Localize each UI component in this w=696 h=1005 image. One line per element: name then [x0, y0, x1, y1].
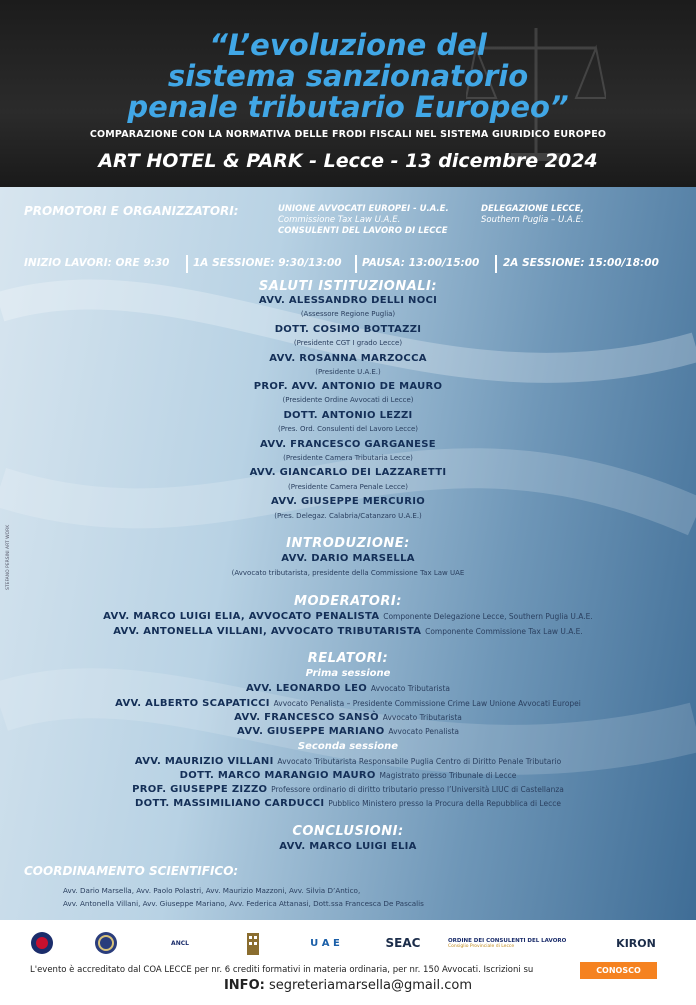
- relatore-desc: Pubblico Ministero presso la Procura della Repubblica di Lecce: [328, 799, 561, 808]
- moderatore-name: AVV. MARCO LUIGI ELIA, AVVOCATO PENALISTA: [103, 611, 380, 622]
- info-line: [0, 978, 696, 993]
- organizers-label: PROMOTORI E ORGANIZZATORI:: [24, 204, 239, 218]
- relatore-entry: [0, 798, 696, 809]
- divider: [186, 255, 188, 273]
- title-line-2: sistema sanzionatorio: [167, 59, 529, 93]
- schedule-bar: [0, 257, 696, 273]
- relatore-entry: [0, 784, 696, 795]
- ancl-logo-icon: ANCL: [171, 939, 189, 947]
- saluti-name: AVV. ALESSANDRO DELLI NOCI: [258, 295, 438, 306]
- saluti-role: (Assessore Regione Puglia): [300, 310, 396, 318]
- organizer-tax-law: Commissione Tax Law U.A.E.: [278, 215, 401, 225]
- relatore-name: DOTT. MARCO MARANGIO MAURO: [179, 770, 376, 781]
- program-body: [0, 187, 696, 920]
- accreditation-text: L'evento è accreditato dal COA LECCE per nr. 6 crediti formativi in materia ordinaria, per nr. 150 Avvocati. Iscrizioni su: [30, 965, 534, 975]
- schedule-pause: PAUSA: 13:00/15:00: [362, 257, 480, 269]
- schedule-start: INIZIO LAVORI: ORE 9:30: [24, 257, 170, 269]
- conclusioni-heading: CONCLUSIONI:: [292, 824, 404, 839]
- organizer-uae: UNIONE AVVOCATI EUROPEI - U.A.E.: [278, 204, 449, 214]
- title-line-1: “L’evoluzione del: [209, 28, 487, 62]
- info-email[interactable]: segreteriamarsella@gmail.com: [268, 978, 473, 993]
- moderatore-entry: [0, 626, 696, 637]
- relatore-entry: [0, 726, 696, 737]
- prima-sessione-label: Prima sessione: [305, 668, 391, 679]
- seconda-sessione-label: Seconda sessione: [297, 741, 399, 752]
- organizer-consulenti: CONSULENTI DEL LAVORO DI LECCE: [278, 226, 448, 236]
- saluti-role: (Presidente Camera Penale Lecce): [288, 483, 408, 491]
- venue-date: ART HOTEL & PARK - Lecce - 13 dicembre 2024: [98, 150, 598, 172]
- relatore-desc: Avvocato Tributarista: [382, 713, 462, 722]
- saluti-role: (Pres. Ord. Consulenti del Lavoro Lecce): [278, 425, 418, 433]
- relatore-desc: Avvocato Tributarista: [370, 684, 451, 693]
- relatore-name: DOTT. MASSIMILIANO CARDUCCI: [135, 798, 325, 809]
- divider: [355, 255, 357, 273]
- saluti-role: (Presidente U.A.E.): [315, 368, 381, 376]
- saluti-name: DOTT. COSIMO BOTTAZZI: [274, 324, 422, 335]
- seac-logo-icon: SEAC: [385, 936, 421, 950]
- ordine-logo-subtext: Consiglio Provinciale di Lecce: [448, 943, 515, 949]
- organizer-southern-puglia: Southern Puglia – U.A.E.: [481, 215, 584, 225]
- relatore-name: AVV. FRANCESCO SANSÒ: [234, 712, 379, 723]
- building-logo-icon: [243, 930, 263, 956]
- artwork-credit: STEFANO PERSINI ART WORK: [6, 524, 11, 590]
- conclusioni-name: AVV. MARCO LUIGI ELIA: [279, 841, 417, 852]
- saluti-role: (Pres. Delegaz. Calabria/Catanzaro U.A.E.): [274, 512, 422, 520]
- relatore-name: AVV. GIUSEPPE MARIANO: [236, 726, 385, 737]
- relatore-entry: [0, 712, 696, 723]
- saluti-name: AVV. GIUSEPPE MERCURIO: [270, 496, 426, 507]
- introduzione-name: AVV. DARIO MARSELLA: [281, 553, 415, 564]
- saluti-role: (Presidente Camera Tributaria Lecce): [283, 454, 413, 462]
- title-line-3: penale tributario Europeo”: [127, 90, 569, 124]
- header-banner: [0, 0, 696, 187]
- moderatore-name: AVV. ANTONELLA VILLANI, AVVOCATO TRIBUTARISTA: [113, 626, 422, 637]
- schedule-session-1: 1A SESSIONE: 9:30/13:00: [193, 257, 342, 269]
- seal-logo-1-icon: [28, 930, 56, 956]
- conosco-logo[interactable]: CONOSCO: [580, 962, 657, 979]
- info-label: INFO:: [223, 978, 265, 993]
- relatore-desc: Avvocato Penalista – Presidente Commissione Crime Law Unione Avvocati Europei: [273, 699, 581, 708]
- relatore-desc: Magistrato presso Tribunale di Lecce: [379, 771, 517, 780]
- ordine-logo-icon: [448, 930, 578, 956]
- relatore-desc: Professore ordinario di diritto tributario presso l’Università LIUC di Castellanza: [271, 785, 564, 794]
- relatore-entry: [0, 683, 696, 694]
- organizers-col-1: [278, 204, 449, 237]
- relatore-name: AVV. LEONARDO LEO: [245, 683, 368, 694]
- relatore-name: AVV. MAURIZIO VILLANI: [134, 756, 274, 767]
- seal-logo-2-icon: [92, 930, 120, 956]
- saluti-role: (Presidente CGT I grado Lecce): [293, 339, 403, 347]
- relatore-entry: [0, 698, 696, 709]
- moderatore-desc: Componente Delegazione Lecce, Southern Puglia U.A.E.: [383, 612, 593, 621]
- ordine-logo-text: ORDINE DEI CONSULENTI DEL LAVORO: [448, 937, 567, 944]
- relatore-entry: [0, 756, 696, 767]
- divider: [495, 255, 497, 273]
- moderatore-entry: [0, 611, 696, 622]
- moderatori-heading: MODERATORI:: [294, 594, 402, 609]
- saluti-name: AVV. ROSANNA MARZOCCA: [269, 353, 427, 364]
- relatore-name: PROF. GIUSEPPE ZIZZO: [132, 784, 268, 795]
- saluti-role: (Presidente Ordine Avvocati di Lecce): [282, 396, 414, 404]
- saluti-heading: SALUTI ISTITUZIONALI:: [258, 279, 438, 294]
- schedule-session-2: 2A SESSIONE: 15:00/18:00: [503, 257, 659, 269]
- saluti-name: PROF. AVV. ANTONIO DE MAURO: [253, 381, 443, 392]
- coordinamento-line-1: Avv. Dario Marsella, Avv. Paolo Polastri, Avv. Maurizio Mazzoni, Avv. Silvia D’Antico,: [63, 886, 361, 895]
- saluti-name: AVV. FRANCESCO GARGANESE: [260, 439, 436, 450]
- saluti-name: AVV. GIANCARLO DEI LAZZARETTI: [249, 467, 447, 478]
- relatore-name: AVV. ALBERTO SCAPATICCI: [115, 698, 270, 709]
- introduzione-heading: INTRODUZIONE:: [286, 536, 410, 551]
- subtitle: COMPARAZIONE CON LA NORMATIVA DELLE FRODI FISCALI NEL SISTEMA GIURIDICO EUROPEO: [89, 129, 607, 140]
- kiron-logo-icon: KIRON: [616, 936, 656, 950]
- uae-logo-icon: U A E: [310, 937, 340, 949]
- relatore-entry: [0, 770, 696, 781]
- introduzione-role: (Avvocato tributarista, presidente della Commissione Tax Law UAE: [231, 569, 465, 577]
- coordinamento-heading: COORDINAMENTO SCIENTIFICO:: [24, 864, 239, 878]
- relatore-desc: Avvocato Penalista: [388, 727, 460, 736]
- saluti-name: DOTT. ANTONIO LEZZI: [283, 410, 413, 421]
- footer: [0, 920, 696, 1005]
- organizer-delegazione: DELEGAZIONE LECCE,: [481, 204, 584, 214]
- coordinamento-line-2: Avv. Antonella Villani, Avv. Giuseppe Mariano, Avv. Federica Attanasi, Dott.ssa Francesca De Pascalis: [63, 899, 424, 908]
- relatori-heading: RELATORI:: [307, 651, 389, 666]
- organizers-col-2: [481, 204, 584, 226]
- relatore-desc: Avvocato Tributarista Responsabile Puglia Centro di Diritto Penale Tributario: [277, 757, 562, 766]
- moderatore-desc: Componente Commissione Tax Law U.A.E.: [425, 627, 583, 636]
